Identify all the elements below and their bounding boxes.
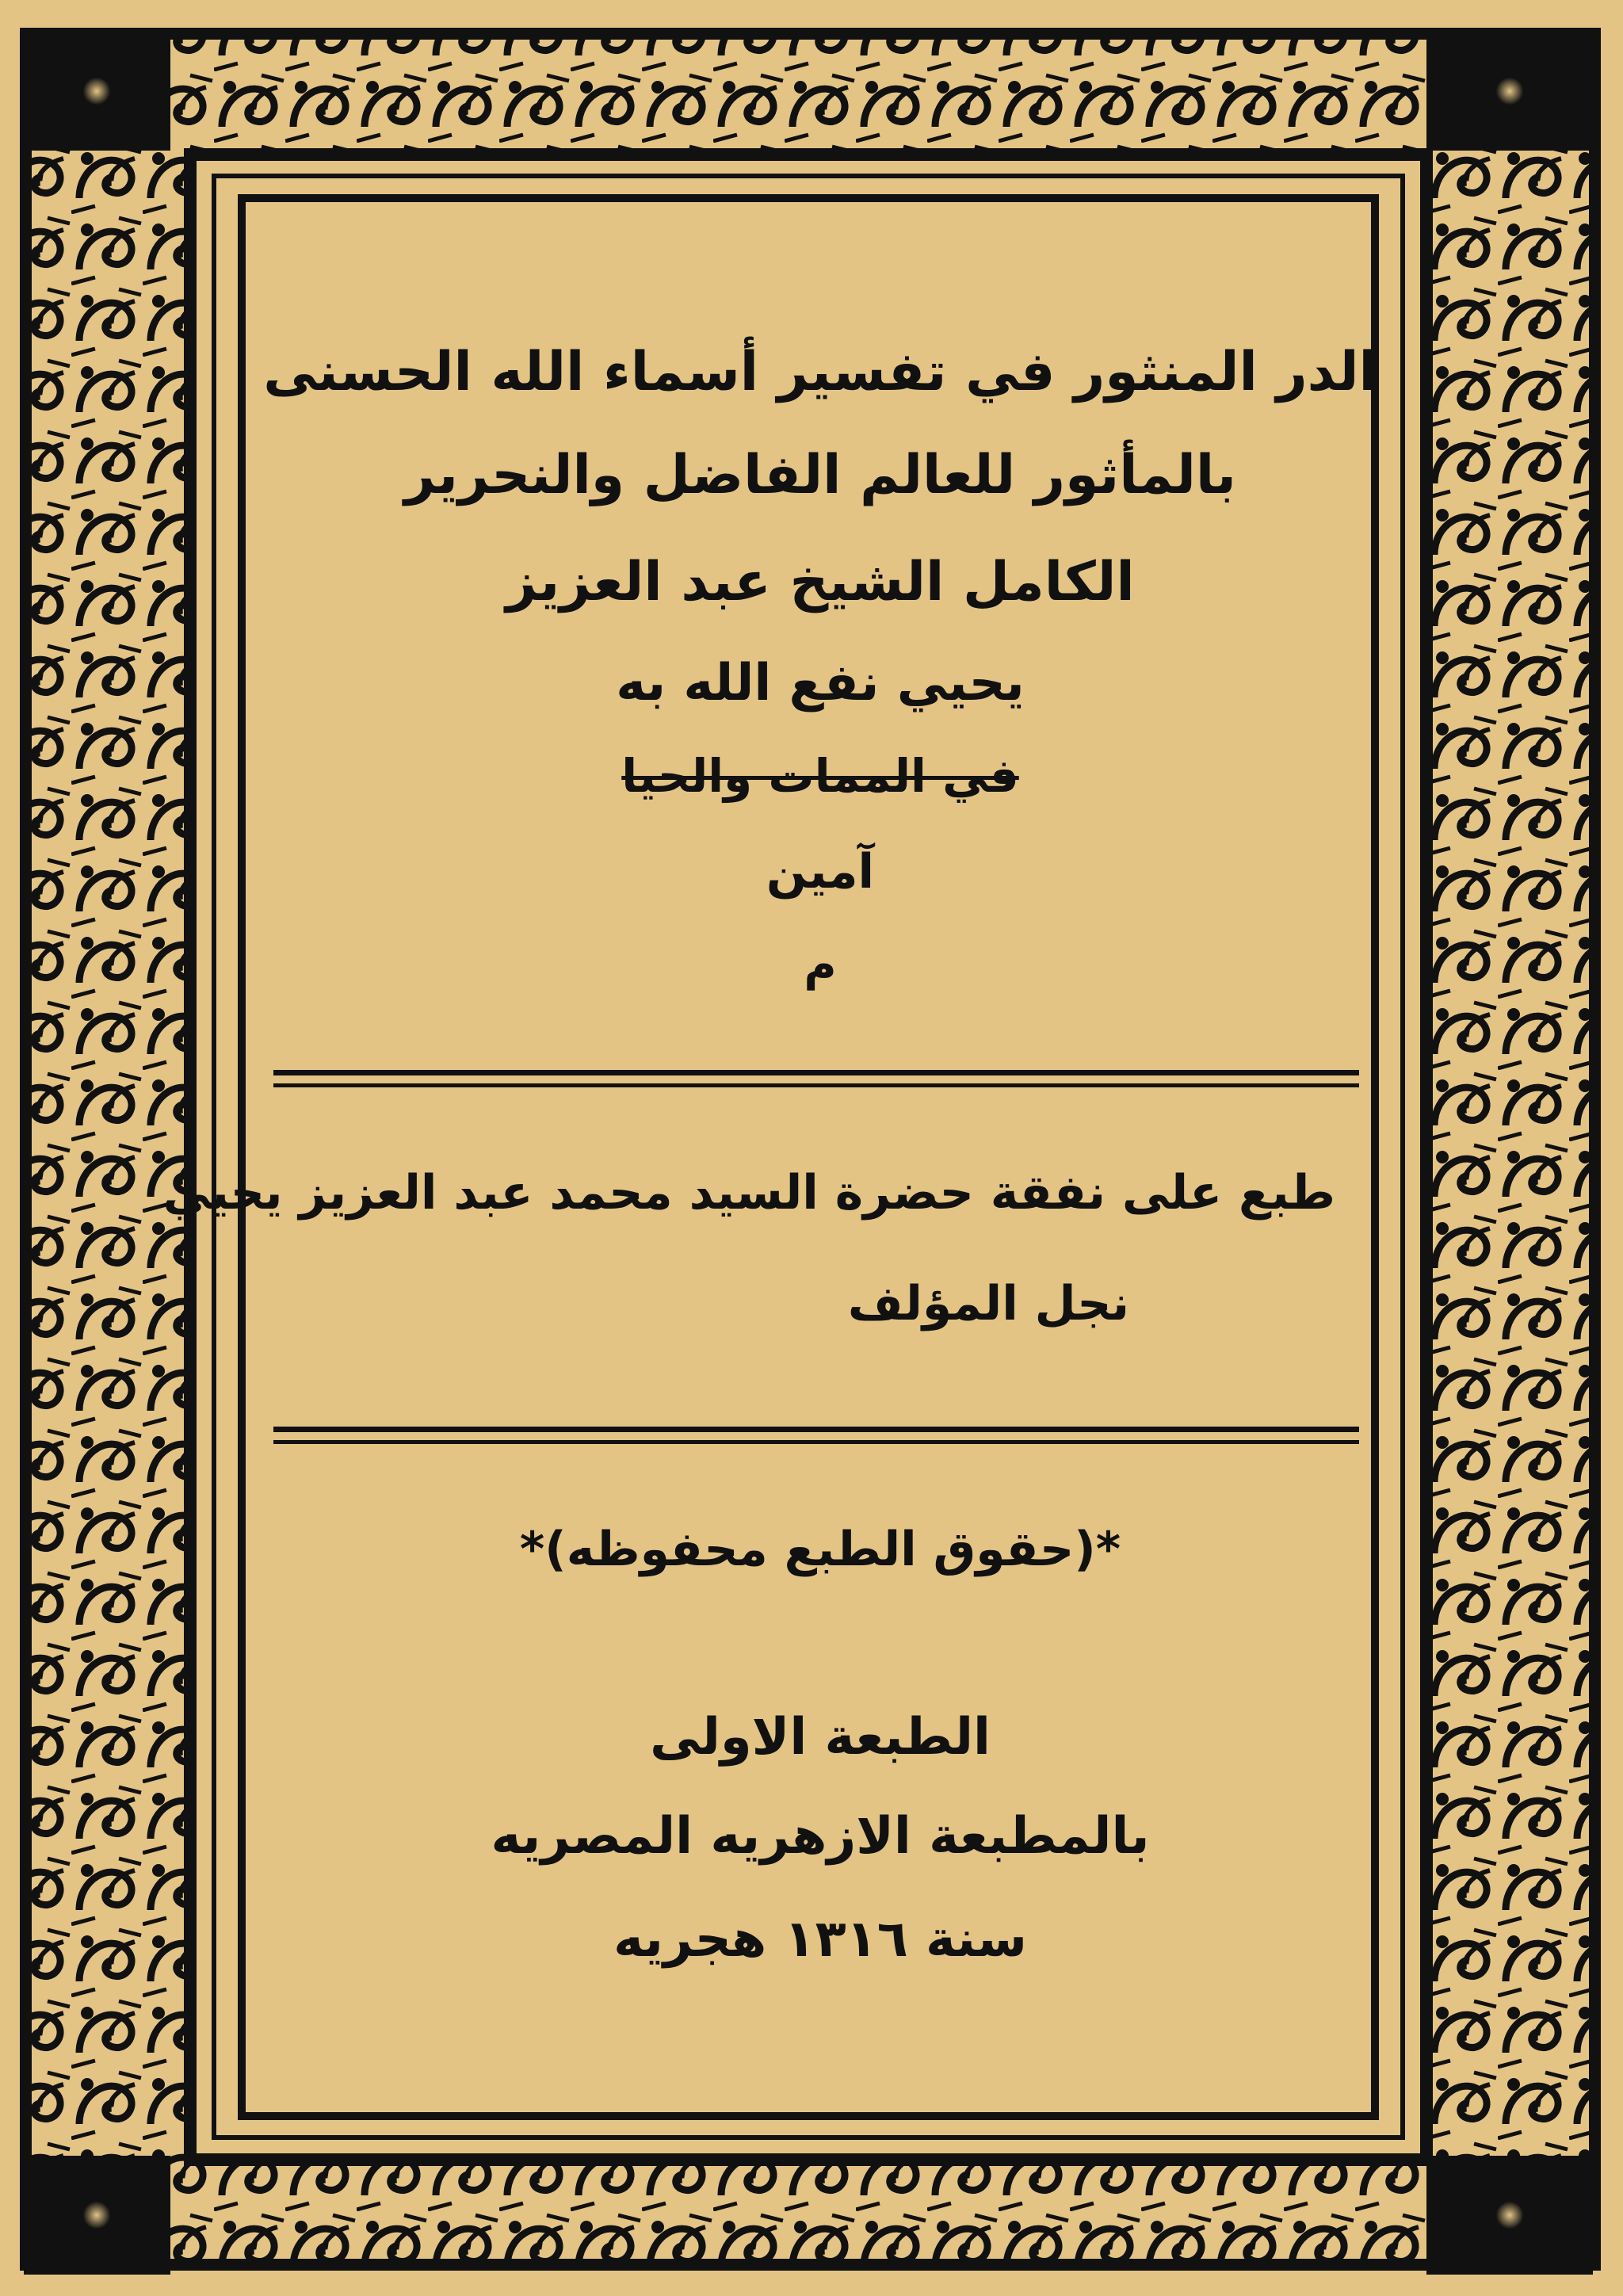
edition-line: الطبعة الاولى [650, 1708, 991, 1767]
divider-rule-bottom [273, 1427, 1359, 1444]
publisher-line-2: نجل المؤلف [847, 1276, 1129, 1331]
title-line-1: الدر المنثور في تفسير أسماء الله الحسنى [263, 341, 1377, 403]
publisher-line-1: طبع على نفقة حضرة السيد محمد عبد العزيز يحيي [162, 1165, 1335, 1221]
author-line: الكامل الشيخ عبد العزيز [506, 551, 1135, 613]
mim-mark: م [804, 939, 837, 991]
copyright-notice: *(حقوق الطبع محفوظه)* [519, 1522, 1121, 1577]
title-line-2: بالمأثور للعالم الفاضل والنحرير [404, 444, 1236, 506]
text-frame [162, 190, 1391, 2037]
author-name-line: يحيي نفع الله به [616, 654, 1025, 712]
amen-line: آمين [766, 844, 875, 900]
divider-rule-top [273, 1070, 1359, 1087]
year-line: سنة ١٣١٦ هجريه [613, 1910, 1027, 1969]
press-line: بالمطبعة الازهريه المصريه [491, 1807, 1150, 1866]
blessing-line: في الممات والحيا [621, 749, 1019, 803]
